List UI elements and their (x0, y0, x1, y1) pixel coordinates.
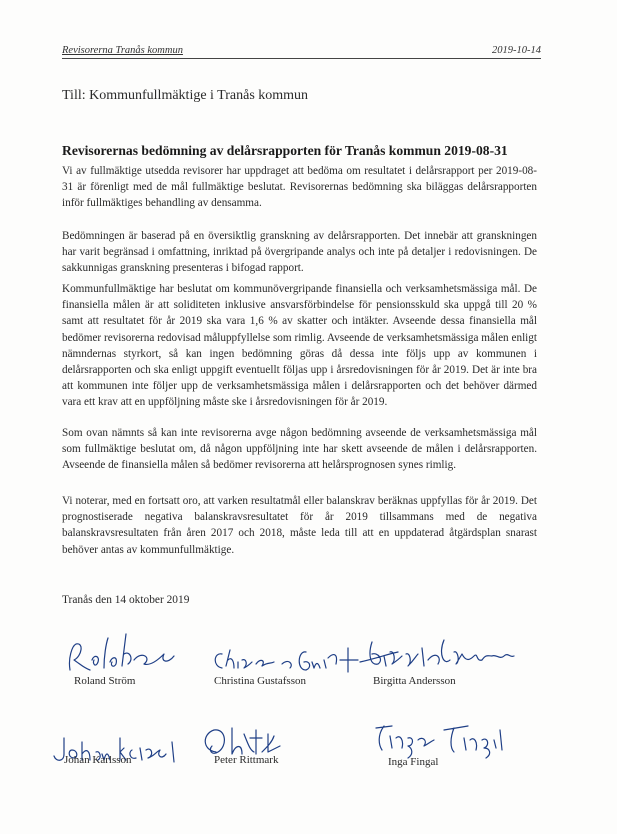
paragraph-goals: Kommunfullmäktige har beslutat om kommunövergripande finansiella och verksamhetsmässiga mål. De finansiella målen är att soliditeten inklusive ansvarsförbindelse för pensionsskuld ska uppgå till 20 % samt att resultatet för år 2019 ska vara 1,6 % av skatter och intäkter. Avseende dessa finansiella mål bedömer revisorerna redovisad måluppfyllelse som rimlig. Avseende de verksamhetsmässiga målen enligt nämndernas styrkort, så kan ingen bedömning göras då dessa inte följs upp av kommunen i delårsrapporten och ska enligt uppgift eventuellt följas upp i årsredovisningen för år 2019. Det är inte bra att kommunen inte följer upp de verksamhetsmässiga målen i delårsrapporten och det behöver därmed vara ett krav att en uppföljning måste ske i årsredovisningen för år 2019. (62, 283, 537, 409)
signature-inga-fingal (370, 720, 510, 760)
paragraph-concern: Vi noterar, med en fortsatt oro, att varken resultatmål eller balanskrav beräknas uppfyllas för år 2019. Det prognostiserade negativa balanskravsresultatet för år 2019 tillsammans med de negativa balanskravsresultaten från åren 2017 och 2018, måste leda till att en uppdaterad åtgärdsplan snarast behöver antas av kommunfullmäktige. (62, 495, 537, 556)
signatory-name-5: Peter Rittmark (214, 754, 279, 766)
paragraph-assessment: Som ovan nämnts så kan inte revisorerna avge någon bedömning avseende de verksamhetsmässiga mål som fullmäktige beslutat om, då någon uppföljning inte har skett avseende de målen i delårsrapporten. Avseende de finansiella målen så bedömer revisorerna att helårsprognosen synes rimlig. (62, 427, 537, 472)
document-title: Revisorernas bedömning av delårsrapporten för Tranås kommun 2019-08-31 (62, 143, 508, 158)
paragraph-purpose: Vi av fullmäktige utsedda revisorer har uppdraget att bedöma om resultatet i delårsrapport per 2019-08-31 är förenligt med de mål fullmäktige beslutat. Revisorernas bedömning ska biläggas delårsrapporten inför fullmäktiges behandling av densamma. (62, 165, 537, 210)
signature-christina-gustafsson (208, 640, 368, 680)
signatory-name-4: Johan Karlsson (64, 754, 132, 766)
place-and-date: Tranås den 14 oktober 2019 (62, 594, 190, 606)
header-organization: Revisorerna Tranås kommun (62, 45, 183, 56)
signatory-name-1: Roland Ström (74, 675, 136, 687)
signature-roland-strom (64, 630, 184, 680)
signatory-name-3: Birgitta Andersson (373, 675, 456, 687)
page-header (62, 42, 541, 59)
header-date: 2019-10-14 (492, 45, 541, 56)
paragraph-basis: Bedömningen är baserad på en översiktlig granskning av delårsrapporten. Det innebär att granskningen har varit begränsad i omfattning, inriktad på övergripande analys och inte på detaljer i redovisningen. De sakkunnigas granskning presenteras i bifogad rapport. (62, 230, 537, 275)
signatory-name-2: Christina Gustafsson (214, 675, 306, 687)
recipient-line: Till: Kommunfullmäktige i Tranås kommun (62, 88, 309, 103)
signatory-name-6: Inga Fingal (388, 756, 439, 768)
